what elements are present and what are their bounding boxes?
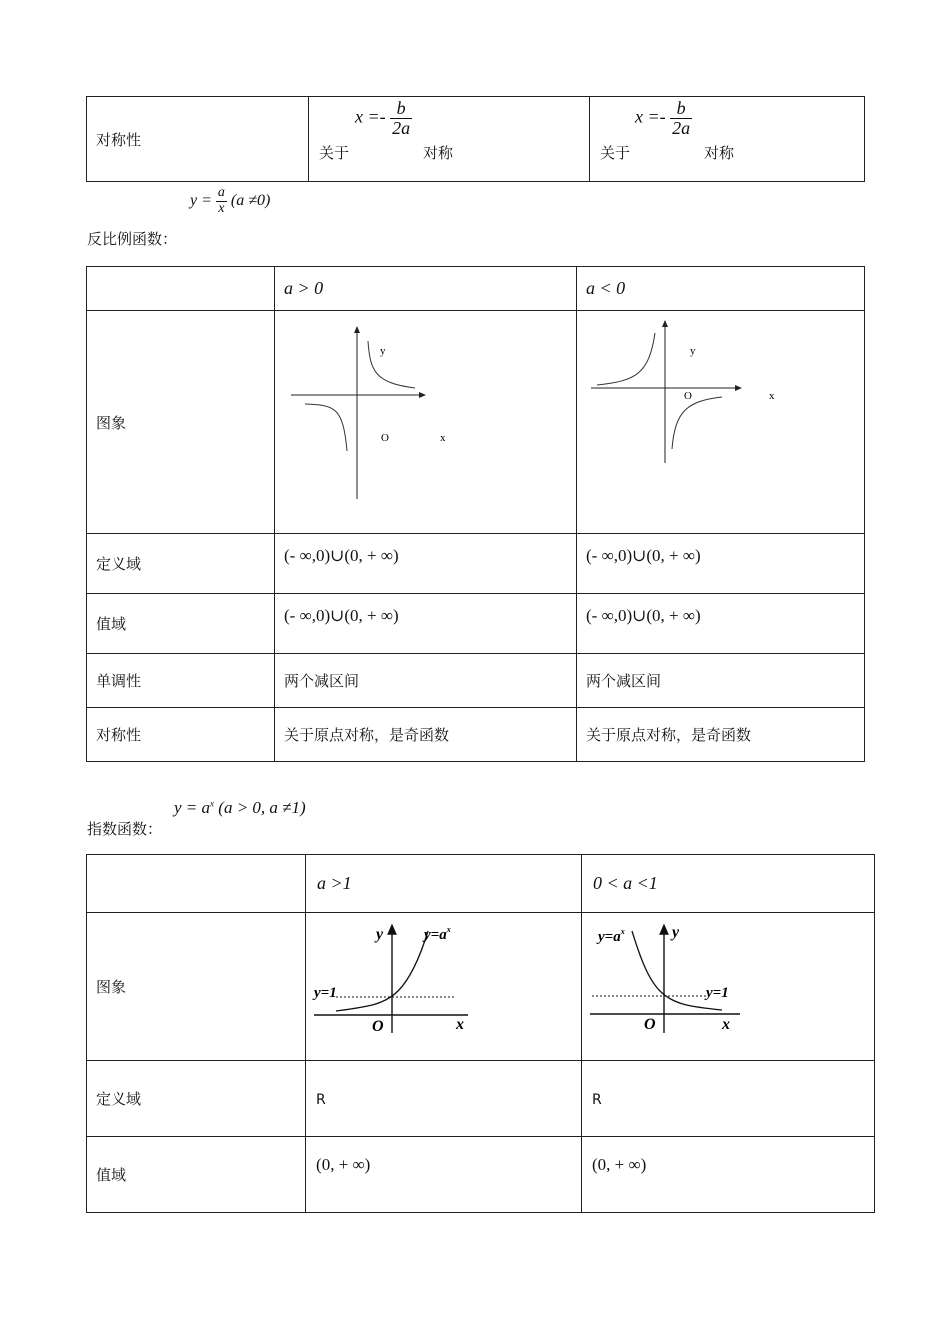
exp-domain-lt1: R: [582, 1061, 875, 1137]
exponential-graph-lt1: [582, 913, 874, 1056]
symmetry-prefix: 关于: [319, 144, 350, 162]
row-label-graph: 图象: [87, 913, 306, 1061]
graph-y-label: y: [376, 926, 384, 943]
inverse-range-pos: (- ∞,0)∪(0, + ∞): [275, 594, 577, 654]
exp-graph-lt1-cell: [582, 913, 875, 1061]
row-label-symmetry: 对称性: [87, 708, 275, 762]
exp-header-lt1: 0 < a <1: [582, 855, 875, 913]
symmetry-suffix: 对称: [423, 144, 454, 162]
graph-o-label: O: [381, 432, 389, 444]
graph-o-label: O: [372, 1018, 384, 1035]
exp-range-gt1: (0, + ∞): [306, 1137, 582, 1213]
row-label-monotonicity: 单调性: [87, 654, 275, 708]
symmetry-suffix: 对称: [704, 144, 735, 162]
hyperbola-graph-pos: [275, 311, 567, 529]
exponential-formula: $y = a^x$ (a > 0, a ≠1): [174, 798, 306, 817]
graph-curve-label: $y=a^x$: [424, 925, 451, 943]
symmetry-cell-neg: [590, 97, 865, 182]
graph-y-label: y: [380, 345, 386, 357]
symmetry-prefix: 关于: [600, 144, 631, 162]
graph-x-label: x: [440, 432, 446, 444]
graph-y-label: y: [690, 345, 696, 357]
inverse-graph-neg-cell: [577, 311, 865, 534]
inverse-symmetry-neg: 关于原点对称，是奇函数: [577, 708, 865, 762]
row-label-range: 值域: [87, 594, 275, 654]
axis-formula-x: x =-: [355, 106, 386, 127]
row-label-graph: 图象: [87, 311, 275, 534]
hyperbola-graph-neg: [577, 311, 864, 529]
row-label-domain: 定义域: [87, 534, 275, 594]
inverse-header-pos: a > 0: [275, 267, 577, 311]
hyperbola-branch-q1: [368, 341, 415, 388]
graph-y-label: y: [672, 924, 680, 941]
inverse-formula: y = $\frac{a}{x}$ (a ≠0): [190, 185, 271, 216]
hyperbola-branch-q3: [305, 404, 347, 451]
row-label-symmetry: 对称性: [87, 97, 309, 182]
graph-x-label: x: [769, 390, 775, 402]
symmetry-cell-pos: [309, 97, 590, 182]
exponential-graph-gt1: [306, 913, 578, 1056]
exp-curve-increasing: [336, 931, 428, 1011]
exp-graph-gt1-cell: [306, 913, 582, 1061]
inverse-caption: 反比例函数：: [87, 230, 178, 248]
graph-line-label: y=1: [314, 985, 337, 1001]
row-label-range: 值域: [87, 1137, 306, 1213]
exp-range-lt1: (0, + ∞): [582, 1137, 875, 1213]
hyperbola-branch-q2: [597, 333, 655, 385]
inverse-symmetry-pos: 关于原点对称，是奇函数: [275, 708, 577, 762]
exponential-function-table: [86, 854, 875, 1213]
quadratic-symmetry-table: [86, 96, 865, 182]
exp-header-blank: [87, 855, 306, 913]
inverse-monotonicity-pos: 两个减区间: [275, 654, 577, 708]
inverse-domain-neg: (- ∞,0)∪(0, + ∞): [577, 534, 865, 594]
inverse-function-table: [86, 266, 865, 762]
graph-o-label: O: [644, 1016, 656, 1033]
inverse-domain-pos: (- ∞,0)∪(0, + ∞): [275, 534, 577, 594]
graph-x-label: x: [722, 1016, 730, 1033]
graph-curve-label: $y=a^x$: [598, 927, 625, 945]
axis-formula-fraction: $\frac{b}{2a}$: [392, 98, 411, 138]
axis-formula-fraction: $\frac{b}{2a}$: [672, 98, 691, 138]
graph-x-label: x: [456, 1016, 465, 1033]
inverse-graph-pos-cell: [275, 311, 577, 534]
exp-header-gt1: a >1: [306, 855, 582, 913]
hyperbola-branch-q4: [672, 397, 722, 449]
graph-o-label: O: [684, 390, 692, 402]
inverse-range-neg: (- ∞,0)∪(0, + ∞): [577, 594, 865, 654]
row-label-domain: 定义域: [87, 1061, 306, 1137]
axis-formula-x: x =-: [635, 106, 666, 127]
inverse-header-blank: [87, 267, 275, 311]
exp-domain-gt1: R: [306, 1061, 582, 1137]
inverse-monotonicity-neg: 两个减区间: [577, 654, 865, 708]
inverse-header-neg: a < 0: [577, 267, 865, 311]
graph-line-label: y=1: [706, 985, 729, 1001]
exponential-caption: 指数函数：: [87, 820, 163, 838]
